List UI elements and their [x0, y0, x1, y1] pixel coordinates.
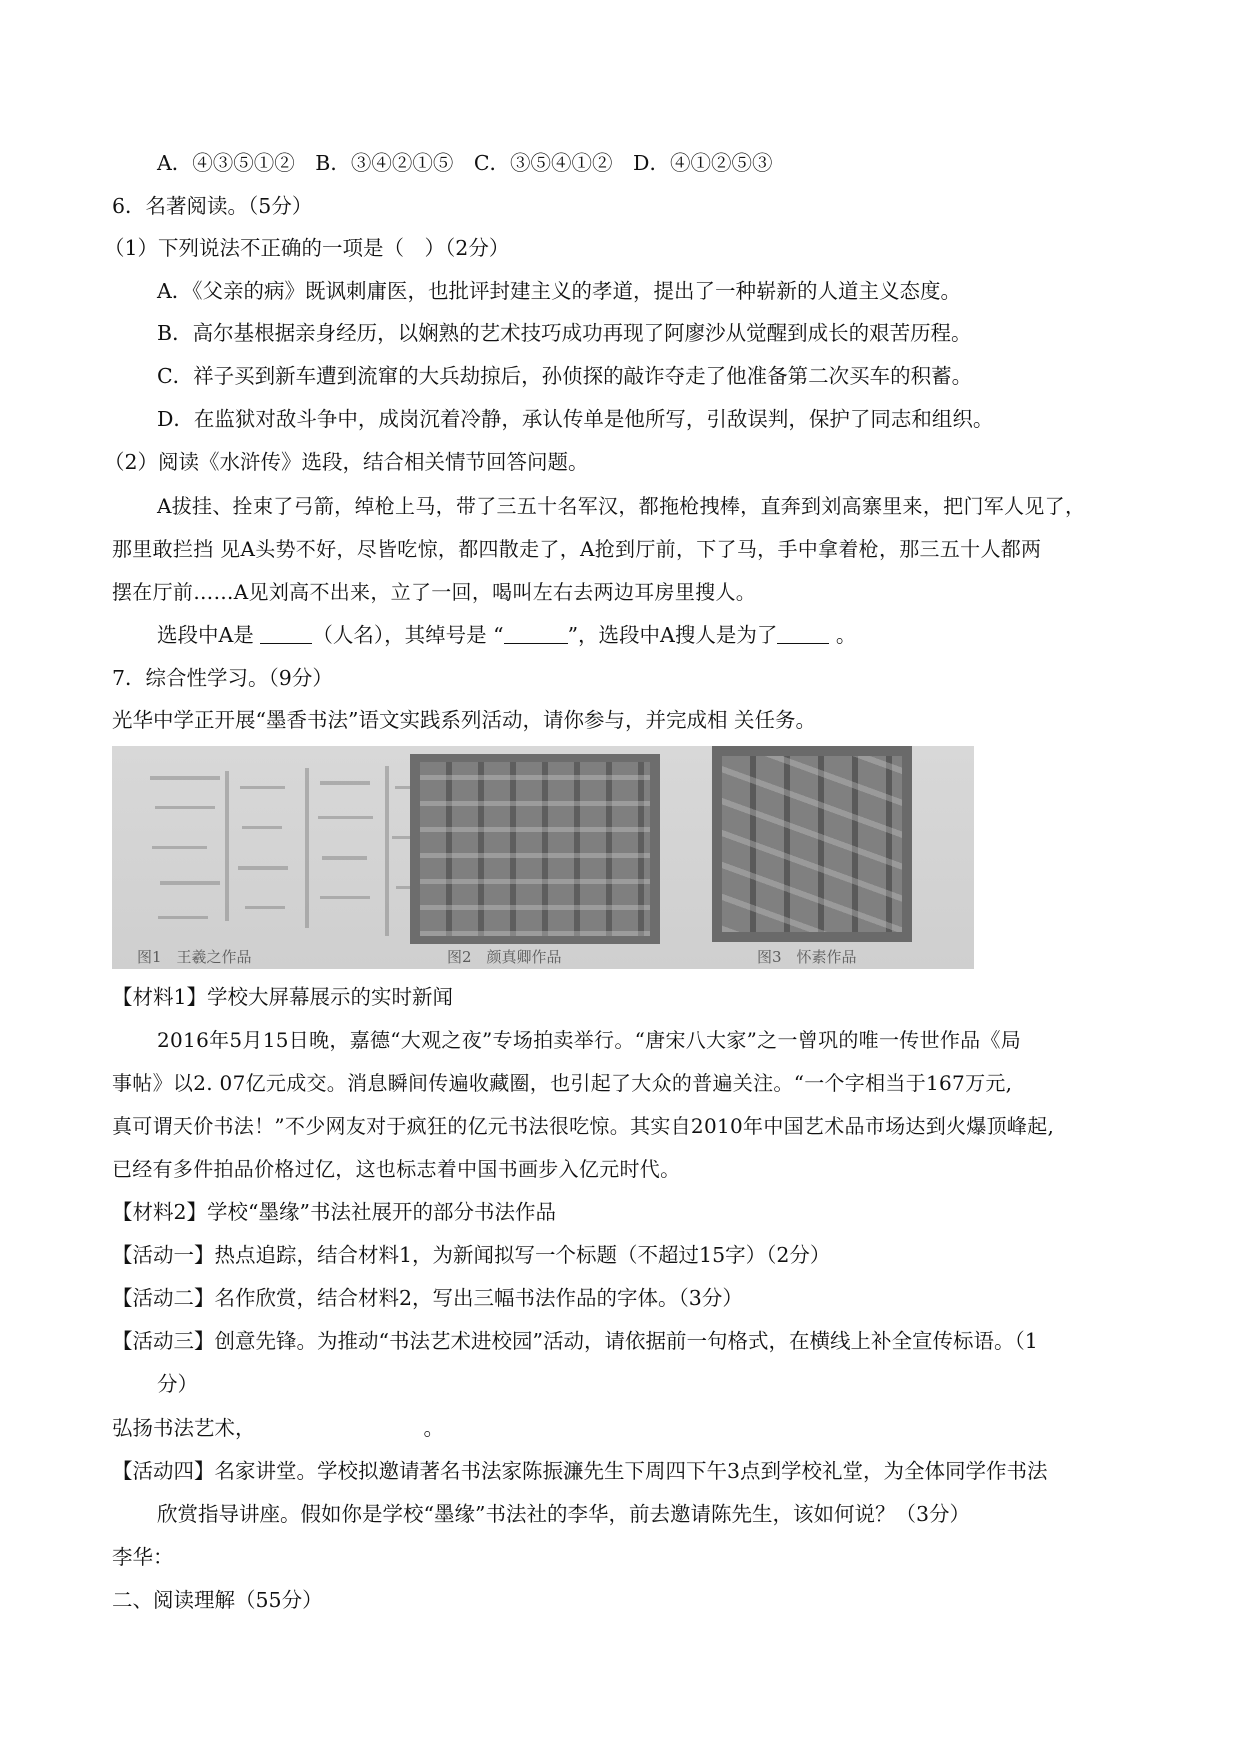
calligraphy-image-1	[130, 756, 430, 941]
q6-fill-line	[157, 620, 856, 650]
calligraphy-image-3	[712, 746, 912, 942]
activity-2: 【活动二】名作欣赏，结合材料2，写出三幅书法作品的字体。（3分）	[112, 1286, 743, 1310]
q5-options: A．④③⑤①② B．③④②①⑤ C．③⑤④①② D．④①②⑤③	[157, 151, 773, 175]
calligraphy-figure	[112, 746, 974, 969]
q6-fill-part1: 选段中A是	[157, 623, 261, 647]
activity-1: 【活动一】热点追踪，结合材料1，为新闻拟写一个标题（不超过15字）（2分）	[112, 1243, 831, 1267]
q6-option-b: B．高尔基根据亲身经历，以娴熟的艺术技巧成功再现了阿廖沙从觉醒到成长的艰苦历程。	[157, 321, 972, 345]
section-2-title: 二、阅读理解（55分）	[112, 1588, 323, 1612]
material1-line2: 事帖》以2. 07亿元成交。消息瞬间传遍收藏圈，也引起了大众的普遍关注。“一个字相当于167万元,	[112, 1071, 1013, 1095]
slogan-end: 。	[423, 1416, 444, 1440]
q7-intro: 光华中学正开展“墨香书法”语文实践系列活动，请你参与，并完成相 关任务。	[112, 708, 816, 732]
figure-caption-2: 图2 颜真卿作品	[447, 948, 562, 966]
q6-sub1-stem: （1）下列说法不正确的一项是（ ）（2分）	[104, 236, 510, 260]
q6-option-d: D．在监狱对敌斗争中，成岗沉着冷静，承认传单是他所写，引敌误判，保护了同志和组织。	[157, 407, 994, 431]
figure-caption-3: 图3 怀素作品	[757, 948, 857, 966]
q6-fill-part3: ”，选段中A搜人是为了	[567, 623, 778, 647]
activity-3-line2: 分）	[157, 1372, 198, 1396]
activity-3-line1: 【活动三】创意先锋。为推动“书法艺术进校园”活动，请依据前一句格式，在横线上补全宣传标语。（1	[112, 1329, 1038, 1353]
answer-blank-purpose[interactable]	[777, 623, 829, 644]
slogan-text: 弘扬书法艺术，	[112, 1416, 256, 1440]
slogan-line	[112, 1413, 444, 1443]
q7-title: 7．综合性学习。（9分）	[112, 666, 333, 690]
material1-title: 【材料1】学校大屏幕展示的实时新闻	[112, 985, 454, 1009]
calligraphy-image-2	[410, 754, 660, 944]
activity-4-line1: 【活动四】名家讲堂。学校拟邀请著名书法家陈振濂先生下周四下午3点到学校礼堂，为全体同学作书法	[112, 1459, 1048, 1483]
material1-line3: 真可谓天价书法！”不少网友对于疯狂的亿元书法很吃惊。其实自2010年中国艺术品市场达到火爆顶峰起,	[112, 1114, 1055, 1138]
q6-fill-part2: （人名），其绰号是 “	[312, 623, 504, 647]
q6-fill-part4: 。	[829, 623, 857, 647]
q6-sub2-stem: （2）阅读《水浒传》选段，结合相关情节回答问题。	[104, 450, 589, 474]
lihua-label: 李华：	[112, 1545, 174, 1569]
q6-option-a: A．《父亲的病》既讽刺庸医，也批评封建主义的孝道，提出了一种崭新的人道主义态度。	[157, 279, 962, 303]
q6-passage-line1: A拔挂、拴束了弓箭，绰枪上马，带了三五十名军汉，都拖枪拽棒，直奔到刘高寨里来，把门军人见了，	[157, 494, 1086, 518]
material1-line4: 已经有多件拍品价格过亿，这也标志着中国书画步入亿元时代。	[112, 1157, 681, 1181]
activity-4-line2: 欣赏指导讲座。假如你是学校“墨缘”书法社的李华，前去邀请陈先生，该如何说？（3分）	[157, 1502, 971, 1526]
q6-passage-line3: 摆在厅前……A见刘高不出来，立了一回，喝叫左右去两边耳房里搜人。	[112, 580, 757, 604]
q6-option-c: C．祥子买到新车遭到流窜的大兵劫掠后，孙侦探的敲诈夺走了他准备第二次买车的积蓄。	[157, 364, 973, 388]
q6-title: 6．名著阅读。（5分）	[112, 194, 313, 218]
figure-caption-1: 图1 王羲之作品	[137, 948, 252, 966]
material1-line1: 2016年5月15日晚，嘉德“大观之夜”专场拍卖举行。“唐宋八大家”之一曾巩的唯一传世作品《局	[157, 1028, 1022, 1052]
answer-blank-nickname[interactable]	[504, 623, 568, 644]
q6-passage-line2: 那里敢拦挡 见A头势不好，尽皆吃惊，都四散走了，A抢到厅前，下了马，手中拿着枪，那三五十人都两	[112, 537, 1042, 561]
answer-blank-name[interactable]	[260, 623, 312, 644]
material2-title: 【材料2】学校“墨缘”书法社展开的部分书法作品	[112, 1200, 557, 1224]
